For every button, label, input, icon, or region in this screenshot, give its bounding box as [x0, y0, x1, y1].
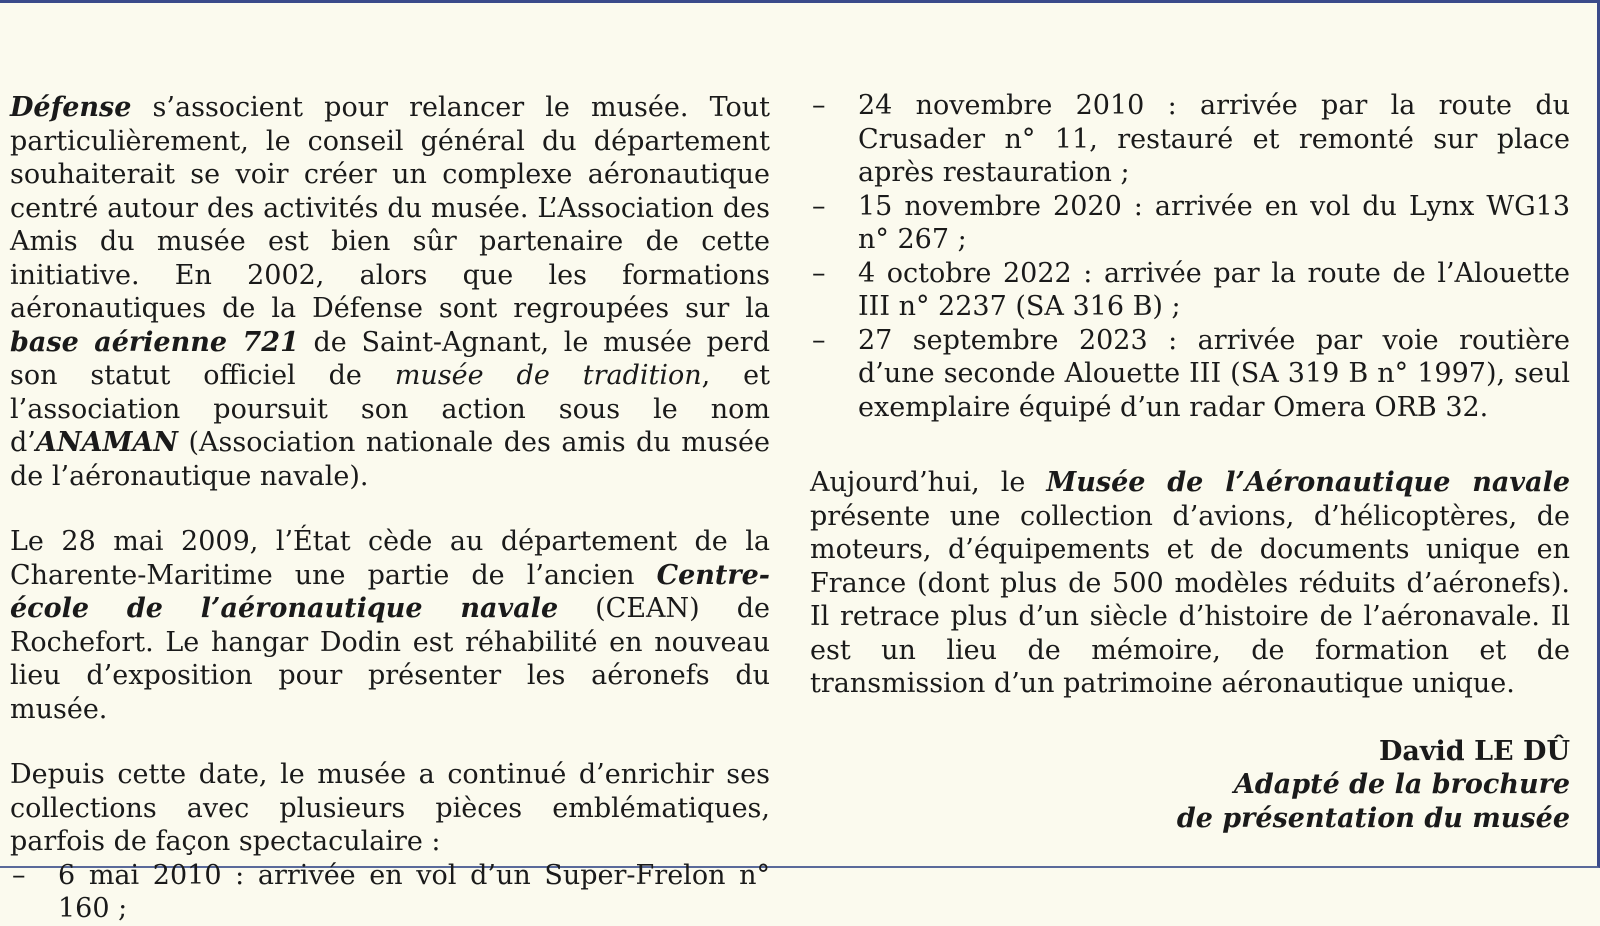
paragraph-museum-relaunch: Défense s’associent pour relancer le musée. Tout particulièrement, le conseil général du département souhaiterait se voir créer un complexe aéronautique centré autour des activités du musée. L’Association des Amis du musée est bien sûr partenaire de cette initiative. En 2002, alors que les formations aéronautiques de la Défense sont regroupées sur la base aérienne 721 de Saint-Agnant, le musée perd son statut officiel de musée de tradition, et l’association poursuit son action sous le nom d’ANAMAN (Association nationale des amis du musée de l’aéronautique navale).	[10, 92, 770, 492]
paragraph-today: Aujourd’hui, le Musée de l’Aéronautique navale présente une collection d’avions, d’hélicoptères, de moteurs, d’équipements et de documents unique en France (dont plus de 500 modèles réduits d’aéronefs). Il retrace plus d’un siècle d’histoire de l’aéronavale. Il est un lieu de mémoire, de formation et de transmission d’un patrimoine aéronautique unique.	[810, 467, 1571, 699]
source-line-2: de présentation du musée	[1176, 802, 1570, 834]
paragraph-2009-transfer: Le 28 mai 2009, l’État cède au département de la Charente-Maritime une partie de l’ancien Centre-école de l’aéronautique navale (CEAN) de Rochefort. Le hangar Dodin est réhabilité en nouveau lieu d’exposition pour présenter les aéronefs du musée.	[10, 526, 770, 725]
list-item: – 27 septembre 2023 : arrivée par voie routière d’une seconde Alouette III (SA 319 B n° 1997), seul exemplaire équipé d’un radar Omera ORB 32.	[812, 324, 1570, 423]
paragraph-collections-intro: Depuis cette date, le musée a continué d’enrichir ses collections avec plusieurs pièces emblématiques, parfois de façon spectaculaire :	[10, 759, 770, 857]
dash-bullet: –	[12, 859, 26, 891]
emphasis-defense: Défense	[10, 92, 132, 123]
source-line-1: Adapté de la brochure	[1233, 769, 1570, 800]
list-item: – 24 novembre 2010 : arrivée par la route du Crusader n° 11, restauré et remonté sur place après restauration ;	[812, 90, 1570, 188]
acquisitions-list-continued	[810, 89, 1570, 424]
left-column	[10, 91, 770, 926]
list-item: – 4 octobre 2022 : arrivée par la route de l’Alouette III n° 2237 (SA 316 B) ;	[812, 257, 1570, 322]
dash-bullet: –	[812, 257, 826, 289]
emphasis-anaman: ANAMAN	[35, 427, 178, 458]
list-item: – 6 mai 2010 : arrivée en vol d’un Super-Frelon n° 160 ;	[12, 859, 770, 924]
emphasis-base-aerienne: base aérienne 721	[10, 326, 299, 358]
dash-bullet: –	[812, 190, 826, 222]
signature-block	[810, 735, 1570, 836]
author-name: David LE DÛ	[1378, 735, 1570, 767]
list-item: – 15 novembre 2020 : arrivée en vol du Lynx WG13 n° 267 ;	[812, 190, 1570, 255]
emphasis-musee-aeronautique-navale: Musée de l’Aéronautique navale	[1046, 467, 1571, 498]
right-column	[810, 89, 1570, 835]
dash-bullet: –	[812, 324, 826, 356]
acquisitions-list-start	[10, 859, 770, 926]
emphasis-centre-ecole: Centre-école de l’aéronautique navale	[10, 559, 770, 624]
dash-bullet: –	[812, 90, 826, 121]
emphasis-musee-de-tradition: musée de tradition	[394, 360, 702, 391]
